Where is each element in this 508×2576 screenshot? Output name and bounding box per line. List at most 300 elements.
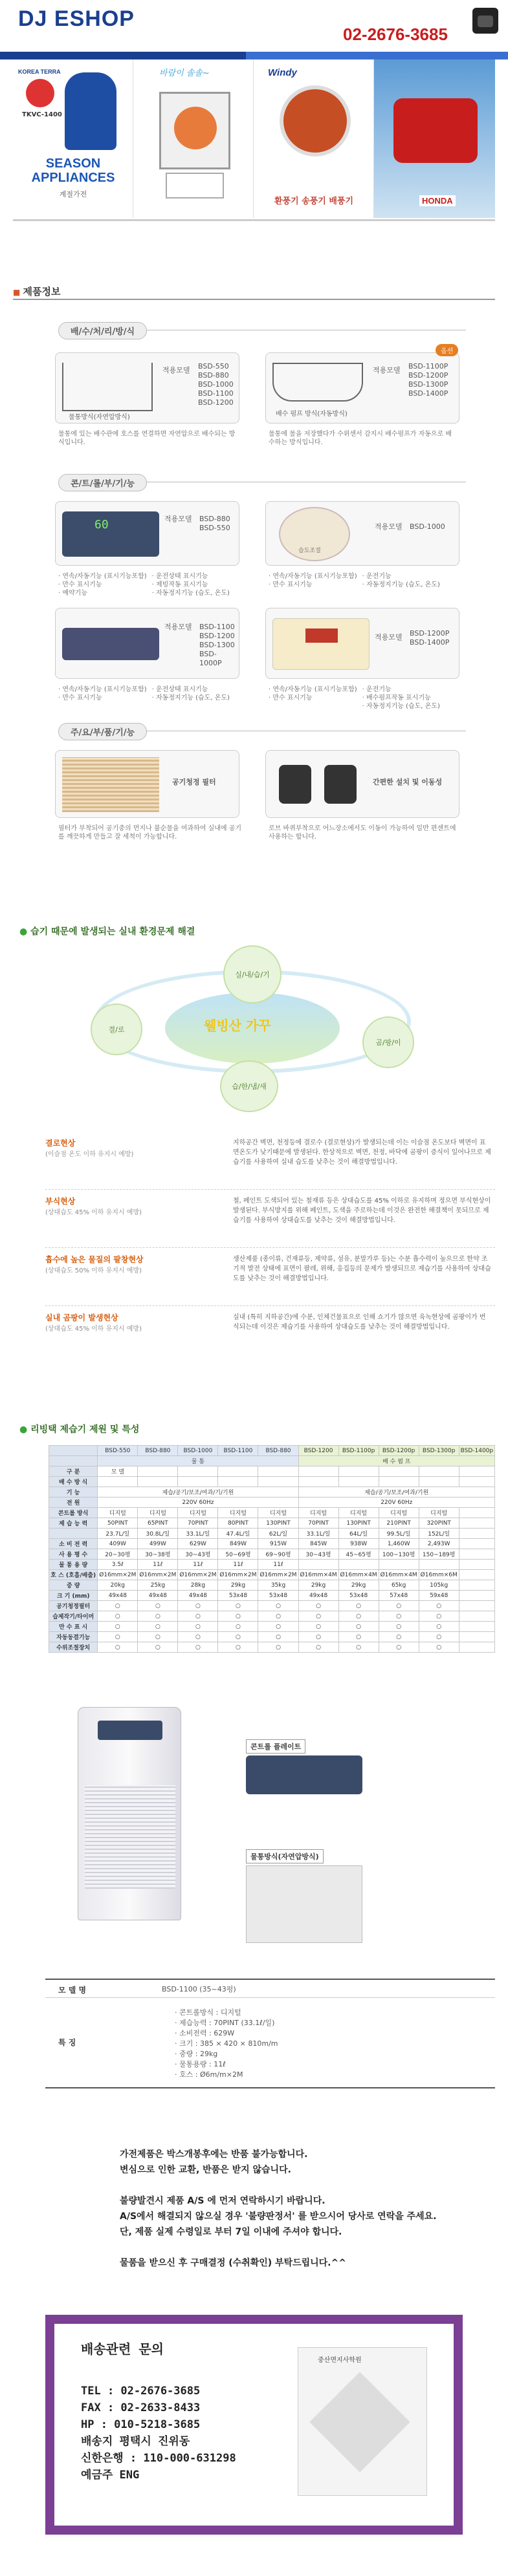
spec-cell: 53x48 xyxy=(258,1591,298,1601)
parts-card-filter xyxy=(55,750,239,818)
spec-cell: 49x48 xyxy=(98,1591,138,1601)
spec-cell: ○ xyxy=(258,1642,298,1653)
spec-cell: BSD-1000 xyxy=(178,1446,218,1456)
spec-cell: 210PINT xyxy=(379,1518,419,1529)
spec-cell: 53x48 xyxy=(218,1591,258,1601)
spec-cell xyxy=(459,1560,494,1570)
spec-cell: 디지털 xyxy=(419,1508,459,1518)
contact-frame xyxy=(45,2315,463,2535)
spec-cell: ○ xyxy=(218,1632,258,1642)
spec-cell: ○ xyxy=(218,1622,258,1632)
map-image: 중산면지사학원 xyxy=(298,2347,427,2496)
spec-cell: ○ xyxy=(178,1622,218,1632)
spec-cell: ○ xyxy=(138,1642,178,1653)
spec-cell: 80PINT xyxy=(218,1518,258,1529)
wheel-label: 간편한 설치 및 이동성 xyxy=(373,778,443,786)
generator-icon xyxy=(393,98,478,163)
bubble-mold: 곰/팡/이 xyxy=(362,1016,414,1068)
spec-cell: ○ xyxy=(379,1622,419,1632)
spec-cell: ○ xyxy=(178,1611,218,1622)
spec-cell: 47.4L/일 xyxy=(218,1529,258,1539)
control-4-models: BSD-1200P BSD-1400P xyxy=(410,629,450,647)
spec-cell: BSD-1400p xyxy=(459,1446,494,1456)
spec-cell: 제습/공기/보조/여과/기/기원 xyxy=(98,1487,298,1497)
spec-table xyxy=(49,1445,495,1653)
spec-cell xyxy=(298,1560,338,1570)
spec-cell xyxy=(459,1611,494,1622)
spec-cell: 전 원 xyxy=(49,1497,98,1508)
spec-cell: 65kg xyxy=(379,1580,419,1591)
spec-cell xyxy=(218,1477,258,1487)
spec-row xyxy=(49,1549,495,1560)
spec-cell: 53x48 xyxy=(338,1591,379,1601)
spec-cell: Ø16mm×4M xyxy=(298,1570,338,1580)
spec-cell: 50PINT xyxy=(98,1518,138,1529)
spec-cell: 50~69평 xyxy=(218,1549,258,1560)
spec-cell xyxy=(49,1456,98,1466)
spec-cell: 만 수 표 시 xyxy=(49,1622,98,1632)
spec-cell: ○ xyxy=(218,1642,258,1653)
spec-row xyxy=(49,1570,495,1580)
spec-cell: ○ xyxy=(338,1611,379,1622)
spec-cell: Ø16mm×6M xyxy=(419,1570,459,1580)
spec-cell: 디지털 xyxy=(258,1508,298,1518)
section-title: ■ 제품정보 xyxy=(13,284,60,298)
filter-note: 필터가 부착되어 공기중의 먼지나 불순물을 여과하여 실내에 공기를 깨끗하게 만들고 잘 세척이 가능합니다. xyxy=(58,825,242,841)
brand-windy: Windy xyxy=(268,67,297,78)
problem-sub: (이슬점 온도 이하 유지시 예방) xyxy=(45,1151,134,1158)
spec-cell: 33.1L/일 xyxy=(178,1529,218,1539)
spec-cell: 디지털 xyxy=(98,1508,138,1518)
spec-row xyxy=(49,1601,495,1611)
spec-cell: ○ xyxy=(419,1622,459,1632)
control-card-1 xyxy=(55,501,239,566)
spec-cell: 소 비 전 력 xyxy=(49,1539,98,1549)
drain-right-note: 물통에 물을 저장했다가 수위센서 감지시 배수펌프가 자동으로 배수하는 방식입니다. xyxy=(269,431,452,446)
spec-cell: 152L/일 xyxy=(419,1529,459,1539)
spec-cell xyxy=(379,1466,419,1477)
control-1-features: · 연속/자동기능 (표시기능포함) · 만수 표시기능 · 예약기능 · 운전상태 표시기능 · 제빙작동 표시기능 · 자동정지기능 (습도, 온도) xyxy=(58,573,230,597)
drain-right-models: BSD-1100P BSD-1200P BSD-1300P BSD-1400P xyxy=(408,362,448,398)
spec-row xyxy=(49,1632,495,1642)
drain-left-caption: 물통방식(자연압방식) xyxy=(69,414,130,421)
spec-cell: BSD-1300p xyxy=(419,1446,459,1456)
spec-cell: ○ xyxy=(298,1601,338,1611)
spec-row xyxy=(49,1466,495,1477)
spec-cell: 29kg xyxy=(338,1580,379,1591)
problem-desc: 생산제품 (종이류, 건재류등, 제약류, 섬유, 분말가루 등)는 수분 흡수력이 높으므로 한약 조기적 발전 상태에 표면이 팔레, 위해, 응집등의 문제가 발생되므로 제습기를 사용하여 상대습도를 낮추는 것이 해결방법입니다. xyxy=(233,1256,491,1282)
control-3-label: 적용모델 xyxy=(164,623,192,631)
spec-cell: 49x48 xyxy=(178,1591,218,1601)
wheel-icon xyxy=(324,765,357,804)
spec-cell: 220V 60Hz xyxy=(98,1497,298,1508)
control-4-label: 적용모델 xyxy=(375,633,403,641)
problem-title: 결로현상 xyxy=(45,1139,76,1148)
spec-cell: 배 수 방 식 xyxy=(49,1477,98,1487)
spec-cell: ○ xyxy=(298,1622,338,1632)
spec-cell: ○ xyxy=(218,1601,258,1611)
spec-cell xyxy=(419,1477,459,1487)
spec-cell xyxy=(459,1477,494,1487)
spec-cell: 자동동결기능 xyxy=(49,1632,98,1642)
spec-cell xyxy=(298,1466,338,1477)
spec-cell xyxy=(459,1570,494,1580)
spec-cell: BSD-1100p xyxy=(338,1446,379,1456)
spec-cell: Ø16mm×2M xyxy=(178,1570,218,1580)
spec-cell: 59x48 xyxy=(419,1591,459,1601)
control-card-2 xyxy=(265,501,459,566)
model-label: 모 델 명 xyxy=(58,1986,87,1995)
spec-cell: 150~189평 xyxy=(419,1549,459,1560)
spec-cell: ○ xyxy=(298,1642,338,1653)
spec-cell: ○ xyxy=(218,1611,258,1622)
problem-desc: 지하공간 벽면, 천정등에 결로수 (결로현상)가 발생되는데 이는 이슬점 온도보다 벽면이 표면온도가 낮기때문에 발생된다. 한상적으로 벽면, 천정, 바닥에 곰팡이 증식이 일어나므로 제습기를 사용하여 실내 습도를 낮추는 것이 해결방법입니다. xyxy=(233,1139,491,1166)
spec-cell: 57x48 xyxy=(379,1591,419,1601)
banner-panel-vacuum[interactable] xyxy=(13,59,133,218)
brand-text: KOREA TERRA xyxy=(18,69,61,75)
spec-cell: 99.5L/일 xyxy=(379,1529,419,1539)
spec-cell xyxy=(459,1601,494,1611)
spec-cell: ○ xyxy=(98,1622,138,1632)
spec-cell: ○ xyxy=(258,1632,298,1642)
control-3-features: · 연속/자동기능 (표시기능포함) · 만수 표시기능 · 운전상태 표시기능 · 자동정지기능 (습도, 온도) xyxy=(58,686,230,702)
control-card-4 xyxy=(265,608,459,679)
spec-row xyxy=(49,1539,495,1549)
spec-table-wrap xyxy=(49,1445,495,1653)
problem-sub: (상대습도 45% 이하 유지시 예방) xyxy=(45,1326,142,1333)
tank-diagram xyxy=(62,363,153,411)
spec-cell: 105kg xyxy=(419,1580,459,1591)
spec-row xyxy=(49,1487,495,1497)
notice-block: 가전제품은 박스개봉후에는 반품 불가능합니다. 변심으로 인한 교환, 반품은 받지 않습니다. 불량발견시 제품 A/S 에 먼저 연락하시기 바랍니다. A/S에서 해결되지 않으실 경우 '불량판정서' 를 받으시어 당사로 연락을 주세요. 단, 제품 실제 수령일로 부터 7일 이내에 주셔야 합니다. 물품을 받으신 후 구매결정 (수취확인) 부탁드립니다.^^ xyxy=(120,2149,437,2268)
spec-cell: 콘트롤 방식 xyxy=(49,1508,98,1518)
spec-cell: ○ xyxy=(138,1622,178,1632)
spec-row xyxy=(49,1622,495,1632)
spec-cell xyxy=(379,1560,419,1570)
problem-item xyxy=(45,1196,495,1248)
spec-cell: 습제작기/타이머 xyxy=(49,1611,98,1622)
drain-left-models: BSD-550 BSD-880 BSD-1000 BSD-1100 BSD-1200 xyxy=(198,362,234,407)
spec-cell: 49x48 xyxy=(298,1591,338,1601)
spec-cell: ○ xyxy=(338,1622,379,1632)
spec-row xyxy=(49,1560,495,1570)
spec-cell: 공기청정필터 xyxy=(49,1601,98,1611)
spec-cell: 1,460W xyxy=(379,1539,419,1549)
fan-icon xyxy=(174,107,217,149)
spec-row xyxy=(49,1477,495,1487)
spec-cell: 130PINT xyxy=(338,1518,379,1529)
section-divider xyxy=(13,299,495,300)
spec-cell: ○ xyxy=(419,1611,459,1622)
spec-cell: Ø16mm×2M xyxy=(218,1570,258,1580)
model-row xyxy=(45,1979,495,1998)
telephone-icon xyxy=(472,8,498,34)
contact-lines: TEL : 02-2676-3685 FAX : 02-2633-8433 HP : 010-5218-3685 배송지 평택시 진위동 신한은행 : 110-000-631298 예금주 ENG xyxy=(81,2385,236,2482)
banner-panel-generator[interactable] xyxy=(374,59,495,218)
spec-cell xyxy=(298,1477,338,1487)
spec-cell: 629W xyxy=(178,1539,218,1549)
spec-cell xyxy=(459,1549,494,1560)
spec-group-row xyxy=(49,1456,495,1466)
spec-cell: 배 수 펌 프 xyxy=(298,1456,494,1466)
problem-item xyxy=(45,1138,495,1190)
spec-cell xyxy=(258,1466,298,1477)
spec-cell xyxy=(338,1466,379,1477)
spec-cell: BSD-1200p xyxy=(379,1446,419,1456)
season-sub: 계절가전 xyxy=(59,190,87,199)
tank-image xyxy=(246,1865,362,1943)
problem-desc: 실내 (특히 지하공간)에 수분, 인체건물표으로 인해 쇼기가 많으면 육녹현상에 곰팡이가 번식되는데 이것은 제습기를 사용하여 상대습도를 낮추는 것이 해결방법입니다. xyxy=(233,1314,486,1331)
spec-cell: ○ xyxy=(338,1601,379,1611)
spec-cell: ○ xyxy=(98,1601,138,1611)
spec-cell: ○ xyxy=(98,1632,138,1642)
spec-cell: 62L/일 xyxy=(258,1529,298,1539)
spec-cell: BSD-880 xyxy=(138,1446,178,1456)
filter-label: 공기청정 필터 xyxy=(172,778,216,786)
parts-card-wheel xyxy=(265,750,459,818)
pump-diagram xyxy=(272,363,363,402)
spec-cell: 69~90평 xyxy=(258,1549,298,1560)
problem-desc: 철, 페인트 도색되어 있는 철재류 등은 상대습도를 45% 이하로 유지하며 정으면 부식현상이 발생된다. 부식방지를 위해 페인트, 도색을 주로하는데 이것은 완전한 해결책이 못되므로 제습기를 사용하여 상대습도를 낮추는 것이 해결방법입니다. xyxy=(233,1197,491,1224)
contact-title: 배송관련 문의 xyxy=(81,2341,164,2357)
spec-cell: 디지털 xyxy=(138,1508,178,1518)
spec-row xyxy=(49,1518,495,1529)
spec-cell xyxy=(338,1477,379,1487)
spec-cell: ○ xyxy=(298,1632,338,1642)
spec-cell: ○ xyxy=(138,1632,178,1642)
spec-cell: ○ xyxy=(379,1611,419,1622)
brand-honda: HONDA xyxy=(419,195,456,206)
spec-row xyxy=(49,1497,495,1508)
spec-cell: 845W xyxy=(298,1539,338,1549)
callout-control: 콘트롤 플레이트 xyxy=(246,1739,305,1754)
spec-cell: 20~30평 xyxy=(98,1549,138,1560)
spec-cell: BSD-550 xyxy=(98,1446,138,1456)
problems-heading: ● 습기 때문에 발생되는 실내 환경문제 해결 xyxy=(19,925,195,938)
option-badge: 옵션 xyxy=(436,344,458,356)
control-2-features: · 연속/자동기능 (표시기능포함) · 만수 표시기능 · 운전기능 · 자동정지기능 (습도, 온도) xyxy=(269,573,440,588)
spec-cell: Ø16mm×2M xyxy=(98,1570,138,1580)
spec-cell: 디지털 xyxy=(298,1508,338,1518)
spec-row xyxy=(49,1508,495,1518)
control-2-label: 적용모델 xyxy=(375,522,403,531)
spec-cell: Ø16mm×2M xyxy=(138,1570,178,1580)
spec-cell xyxy=(459,1632,494,1642)
problem-title: 실내 곰팡이 발생현상 xyxy=(45,1313,118,1322)
spec-cell: 11ℓ xyxy=(258,1560,298,1570)
spec-cell xyxy=(459,1539,494,1549)
spec-cell: ○ xyxy=(178,1632,218,1642)
control-4-features: · 연속/자동기능 (표시기능포함) · 만수 표시기능 · 운전기능 · 배수펌프작동 표시기능 · 자동정지기능 (습도, 온도) xyxy=(269,686,440,710)
spec-cell: 65PINT xyxy=(138,1518,178,1529)
spec-cell xyxy=(459,1529,494,1539)
spec-cell: 35kg xyxy=(258,1580,298,1591)
spec-cell: 물 통 용 량 xyxy=(49,1560,98,1570)
bubble-condensation: 결/로 xyxy=(91,1004,142,1055)
spec-cell: 33.1L/일 xyxy=(298,1529,338,1539)
spec-cell: ○ xyxy=(338,1632,379,1642)
spec-cell: 23.7L/일 xyxy=(98,1529,138,1539)
spec-cell xyxy=(459,1580,494,1591)
spec-cell xyxy=(459,1508,494,1518)
wheel-note: 로브 바퀴부착으로 어느장소에서도 이동이 가능하여 일반 편센트에 사용하는 합니다. xyxy=(269,825,456,841)
spec-cell: ○ xyxy=(298,1611,338,1622)
spec-cell: 30~43평 xyxy=(298,1549,338,1560)
season-title-1: SEASON xyxy=(45,156,101,171)
spec-row xyxy=(49,1642,495,1653)
spec-cell: 11ℓ xyxy=(218,1560,258,1570)
spec-cell: ○ xyxy=(258,1622,298,1632)
spec-cell xyxy=(138,1466,178,1477)
spec-cell: 디지털 xyxy=(178,1508,218,1518)
spec-cell: 11ℓ xyxy=(138,1560,178,1570)
problem-sub: (상대습도 50% 이하 유지시 예방) xyxy=(45,1267,142,1274)
spec-cell: 49x48 xyxy=(138,1591,178,1601)
spec-cell xyxy=(459,1518,494,1529)
spec-cell: BSD-880 xyxy=(258,1446,298,1456)
product-banner xyxy=(13,59,495,221)
spec-cell: ○ xyxy=(379,1642,419,1653)
spec-cell: 20kg xyxy=(98,1580,138,1591)
spec-cell: 3.5ℓ xyxy=(98,1560,138,1570)
spec-cell: BSD-1200 xyxy=(298,1446,338,1456)
spec-cell xyxy=(459,1642,494,1653)
spec-cell: 물 통 xyxy=(98,1456,298,1466)
control-1-models: BSD-880 BSD-550 xyxy=(199,515,230,532)
spec-cell: 915W xyxy=(258,1539,298,1549)
digital-panel-icon: 60 xyxy=(62,511,159,557)
fan-frame xyxy=(159,92,230,169)
control-1-label: 적용모델 xyxy=(164,515,192,523)
spec-row xyxy=(49,1591,495,1601)
wheel-icon xyxy=(279,765,311,804)
problem-item xyxy=(45,1254,495,1306)
control-2-models: BSD-1000 xyxy=(410,522,445,531)
spec-cell xyxy=(459,1622,494,1632)
spec-cell: 30~38평 xyxy=(138,1549,178,1560)
control-3-models: BSD-1100 BSD-1200 BSD-1300 BSD-1000P xyxy=(199,623,235,667)
spec-cell xyxy=(379,1477,419,1487)
spec-cell: 100~130평 xyxy=(379,1549,419,1560)
header-band-accent xyxy=(246,52,508,59)
spec-cell: 모 델 xyxy=(98,1466,138,1477)
spec-cell xyxy=(178,1466,218,1477)
problem-sub: (상대습도 45% 이하 유지시 예방) xyxy=(45,1209,142,1216)
spec-cell xyxy=(49,1446,98,1456)
spec-cell: ○ xyxy=(419,1601,459,1611)
filter-icon xyxy=(62,757,159,812)
site-logo[interactable]: DJ ESHOP xyxy=(18,6,135,31)
dehumidifier-image xyxy=(78,1707,181,1920)
spec-cell: 29kg xyxy=(218,1580,258,1591)
spec-cell: 499W xyxy=(138,1539,178,1549)
control-strip-icon xyxy=(62,628,159,660)
spec-cell: 디지털 xyxy=(379,1508,419,1518)
spec-cell: 29kg xyxy=(298,1580,338,1591)
spec-cell xyxy=(338,1560,379,1570)
model-value: BSD-1100 (35~43평) xyxy=(162,1985,236,1993)
spec-cell: 제습/공기/보조/여과/기원 xyxy=(298,1487,494,1497)
banner-panel-fan[interactable] xyxy=(133,59,254,218)
spec-cell: ○ xyxy=(379,1601,419,1611)
spec-cell: BSD-1100 xyxy=(218,1446,258,1456)
bubble-humidity: 실/내/습/기 xyxy=(223,945,282,1004)
parts-pill: 주/요/부/품/기/능 xyxy=(58,723,147,740)
header-phone: 02-2676-3685 xyxy=(343,25,448,44)
spec-cell: 25kg xyxy=(138,1580,178,1591)
spec-cell xyxy=(138,1477,178,1487)
dial-panel-icon: 습도조절 xyxy=(279,507,350,561)
problem-title: 흡수에 높은 물질의 팔창현상 xyxy=(45,1255,144,1264)
spec-cell: 70PINT xyxy=(178,1518,218,1529)
product-badge-icon xyxy=(26,79,54,107)
spec-row xyxy=(49,1611,495,1622)
spec-cell: 30~43평 xyxy=(178,1549,218,1560)
spec-cell: Ø16mm×2M xyxy=(258,1570,298,1580)
spec-cell xyxy=(49,1529,98,1539)
spec-cell: 28kg xyxy=(178,1580,218,1591)
banner-script: 바람이 솔솔~ xyxy=(159,69,210,78)
feature-label: 특 징 xyxy=(58,2038,76,2047)
drain-card-pump xyxy=(265,348,459,424)
spec-cell: ○ xyxy=(338,1642,379,1653)
banner-panel-blower[interactable] xyxy=(254,59,374,218)
spec-cell: 크 기 (mm) xyxy=(49,1591,98,1601)
spec-cell: ○ xyxy=(258,1601,298,1611)
spec-cell: ○ xyxy=(98,1611,138,1622)
spec-cell: 409W xyxy=(98,1539,138,1549)
feature-row xyxy=(45,1998,495,2088)
problem-item xyxy=(45,1313,495,1364)
spec-cell xyxy=(218,1466,258,1477)
spec-model-row xyxy=(49,1446,495,1456)
spec-cell: ○ xyxy=(419,1632,459,1642)
spec-cell: ○ xyxy=(138,1601,178,1611)
spec-cell: 220V 60Hz xyxy=(298,1497,494,1508)
fan-stand xyxy=(166,173,224,199)
spec-cell: ○ xyxy=(178,1601,218,1611)
spec-cell: 수위조절장치 xyxy=(49,1642,98,1653)
drain-left-label: 적용모델 xyxy=(162,366,190,374)
spec-cell: 기 능 xyxy=(49,1487,98,1497)
spec-cell: Ø16mm×4M xyxy=(379,1570,419,1580)
pump-panel-icon xyxy=(272,618,370,670)
spec-cell: ○ xyxy=(98,1642,138,1653)
spec-cell: 사 용 평 수 xyxy=(49,1549,98,1560)
callout-tank: 물통방식(자연압방식) xyxy=(246,1849,324,1863)
model-label: TKVC-1400 xyxy=(22,111,62,118)
spec-row xyxy=(49,1580,495,1591)
control-plate-image xyxy=(246,1755,362,1794)
spec-cell: 320PINT xyxy=(419,1518,459,1529)
spec-cell: ○ xyxy=(419,1642,459,1653)
spec-cell xyxy=(419,1466,459,1477)
spec-cell: ○ xyxy=(178,1642,218,1653)
spec-heading: ● 리빙택 제습기 제원 및 특성 xyxy=(19,1422,139,1435)
problem-title: 부식현상 xyxy=(45,1197,76,1206)
spec-cell: ○ xyxy=(138,1611,178,1622)
spec-cell: 디지털 xyxy=(338,1508,379,1518)
feature-list: · 콘트롤방식 : 디지털 · 제습능력 : 70PINT (33.1ℓ/일) · 소비전력 : 629W · 크기 : 385 × 420 × 810m/m · 중량 : 29kg · 물통용량 : 11ℓ · 호스 : Ø6m/m×2M xyxy=(175,2008,278,2079)
spec-cell: 중 량 xyxy=(49,1580,98,1591)
spec-cell: ○ xyxy=(379,1632,419,1642)
control-card-3 xyxy=(55,608,239,679)
spec-cell xyxy=(459,1466,494,1477)
vacuum-icon xyxy=(65,72,116,150)
control-pill: 콘/트/롤/부/기/능 xyxy=(58,474,147,491)
spec-row xyxy=(49,1529,495,1539)
spec-cell: 938W xyxy=(338,1539,379,1549)
